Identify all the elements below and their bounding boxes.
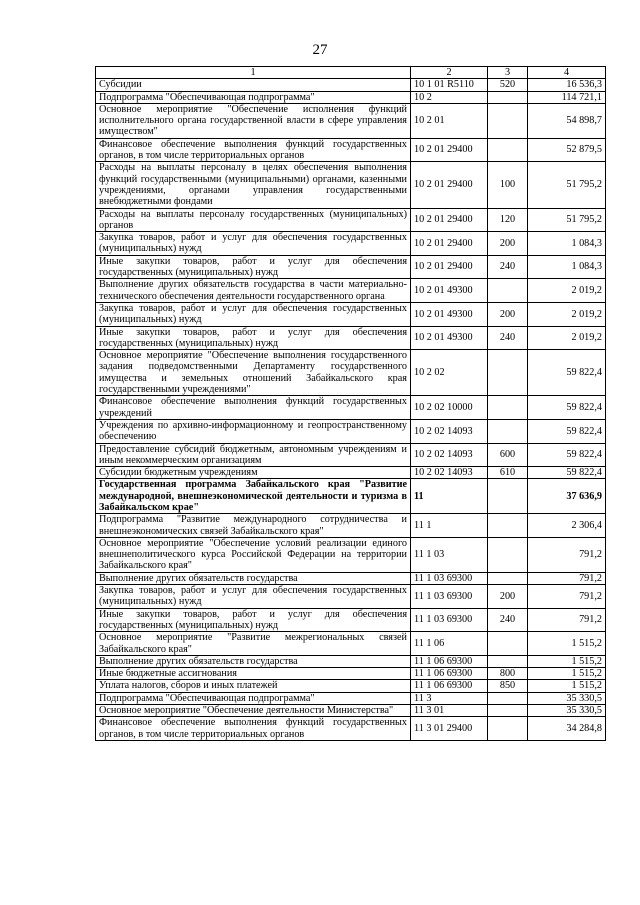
table-row xyxy=(96,162,606,208)
row-code-cell: 11 1 06 69300 xyxy=(411,680,488,692)
table-row xyxy=(96,443,606,467)
row-amount-cell: 52 879,5 xyxy=(528,138,606,162)
row-expense-type-cell xyxy=(488,705,528,717)
row-amount-cell: 34 284,8 xyxy=(528,717,606,741)
row-expense-type-cell xyxy=(488,138,528,162)
row-amount-cell: 35 330,5 xyxy=(528,705,606,717)
row-expense-type-cell: 600 xyxy=(488,443,528,467)
row-name-cell: Финансовое обеспечение выполнения функций государственных органов, в том числе территориальных органов xyxy=(96,717,411,741)
row-expense-type-cell: 240 xyxy=(488,255,528,279)
row-code-cell: 10 2 01 29400 xyxy=(411,138,488,162)
row-name-cell: Расходы на выплаты персоналу в целях обеспечения выполнения функций государственными (муниципальными) органами, казенными учреждениями, органами управления государственными внебюджетными фондами xyxy=(96,162,411,208)
row-amount-cell: 2 019,2 xyxy=(528,326,606,350)
row-amount-cell: 35 330,5 xyxy=(528,692,606,704)
row-expense-type-cell xyxy=(488,717,528,741)
table-row xyxy=(96,655,606,667)
row-code-cell: 11 1 03 69300 xyxy=(411,608,488,632)
row-amount-cell: 59 822,4 xyxy=(528,396,606,420)
table-row xyxy=(96,326,606,350)
row-name-cell: Подпрограмма "Развитие международного сотрудничества и внешнеэкономических связей Забайкальского края" xyxy=(96,514,411,538)
row-name-cell: Иные закупки товаров, работ и услуг для обеспечения государственных (муниципальных) нужд xyxy=(96,608,411,632)
row-code-cell: 11 3 01 29400 xyxy=(411,717,488,741)
row-amount-cell: 59 822,4 xyxy=(528,350,606,396)
row-expense-type-cell xyxy=(488,632,528,656)
row-amount-cell: 2 019,2 xyxy=(528,302,606,326)
table-row xyxy=(96,79,606,91)
column-header-name: 1 xyxy=(96,67,411,79)
table-row xyxy=(96,419,606,443)
row-name-cell: Основное мероприятие "Обеспечение деятельности Министерства" xyxy=(96,705,411,717)
row-amount-cell: 59 822,4 xyxy=(528,419,606,443)
column-header-amount: 4 xyxy=(528,67,606,79)
row-name-cell: Субсидии бюджетным учреждениям xyxy=(96,467,411,479)
row-code-cell: 10 2 xyxy=(411,91,488,103)
row-expense-type-cell: 100 xyxy=(488,162,528,208)
row-amount-cell: 51 795,2 xyxy=(528,162,606,208)
row-name-cell: Подпрограмма "Обеспечивающая подпрограмма" xyxy=(96,91,411,103)
row-name-cell: Иные закупки товаров, работ и услуг для обеспечения государственных (муниципальных) нужд xyxy=(96,326,411,350)
row-code-cell: 10 2 02 14093 xyxy=(411,419,488,443)
row-code-cell: 10 2 01 29400 xyxy=(411,232,488,256)
row-expense-type-cell: 200 xyxy=(488,302,528,326)
row-expense-type-cell xyxy=(488,103,528,138)
table-body xyxy=(96,79,606,741)
row-expense-type-cell: 850 xyxy=(488,680,528,692)
table-row xyxy=(96,608,606,632)
row-amount-cell: 1 515,2 xyxy=(528,680,606,692)
row-code-cell: 11 1 03 xyxy=(411,537,488,572)
row-expense-type-cell xyxy=(488,350,528,396)
table-row xyxy=(96,232,606,256)
row-code-cell: 11 1 06 69300 xyxy=(411,655,488,667)
row-expense-type-cell: 610 xyxy=(488,467,528,479)
table-row xyxy=(96,514,606,538)
row-name-cell: Расходы на выплаты персоналу государственных (муниципальных) органов xyxy=(96,208,411,232)
row-amount-cell: 1 084,3 xyxy=(528,232,606,256)
table-row xyxy=(96,572,606,584)
row-amount-cell: 1 084,3 xyxy=(528,255,606,279)
table-row xyxy=(96,717,606,741)
row-amount-cell: 791,2 xyxy=(528,608,606,632)
row-code-cell: 11 3 01 xyxy=(411,705,488,717)
table-row xyxy=(96,479,606,514)
table-row xyxy=(96,91,606,103)
row-expense-type-cell xyxy=(488,655,528,667)
row-code-cell: 10 2 02 14093 xyxy=(411,443,488,467)
row-name-cell: Иные закупки товаров, работ и услуг для обеспечения государственных (муниципальных) нужд xyxy=(96,255,411,279)
column-header-code: 2 xyxy=(411,67,488,79)
row-amount-cell: 791,2 xyxy=(528,537,606,572)
row-code-cell: 10 1 01 R5110 xyxy=(411,79,488,91)
row-code-cell: 10 2 02 14093 xyxy=(411,467,488,479)
row-name-cell: Закупка товаров, работ и услуг для обеспечения государственных (муниципальных) нужд xyxy=(96,585,411,609)
row-expense-type-cell: 200 xyxy=(488,585,528,609)
row-amount-cell: 54 898,7 xyxy=(528,103,606,138)
row-code-cell: 10 2 01 49300 xyxy=(411,302,488,326)
row-amount-cell: 1 515,2 xyxy=(528,668,606,680)
row-expense-type-cell xyxy=(488,572,528,584)
row-name-cell: Учреждения по архивно-информационному и геопространственному обеспечению xyxy=(96,419,411,443)
row-amount-cell: 1 515,2 xyxy=(528,632,606,656)
table-row xyxy=(96,350,606,396)
row-name-cell: Основное мероприятие "Развитие межрегиональных связей Забайкальского края" xyxy=(96,632,411,656)
row-code-cell: 11 1 03 69300 xyxy=(411,572,488,584)
row-code-cell: 10 2 01 49300 xyxy=(411,279,488,303)
row-amount-cell: 114 721,1 xyxy=(528,91,606,103)
table-row xyxy=(96,632,606,656)
table-row xyxy=(96,302,606,326)
table-row xyxy=(96,138,606,162)
row-name-cell: Подпрограмма "Обеспечивающая подпрограмма" xyxy=(96,692,411,704)
row-name-cell: Основное мероприятие "Обеспечение условий реализации единого внешнеполитического курса Российской Федерации на территории Забайкальского края" xyxy=(96,537,411,572)
row-name-cell: Субсидии xyxy=(96,79,411,91)
row-code-cell: 10 2 01 xyxy=(411,103,488,138)
row-amount-cell: 791,2 xyxy=(528,572,606,584)
row-expense-type-cell: 240 xyxy=(488,608,528,632)
row-code-cell: 11 1 06 69300 xyxy=(411,668,488,680)
row-name-cell: Основное мероприятие "Обеспечение исполнения функций исполнительного органа государственной власти в сфере управления имуществом" xyxy=(96,103,411,138)
row-name-cell: Государственная программа Забайкальского края "Развитие международной, внешнеэкономической деятельности и туризма в Забайкальском крае" xyxy=(96,479,411,514)
row-name-cell: Закупка товаров, работ и услуг для обеспечения государственных (муниципальных) нужд xyxy=(96,232,411,256)
row-code-cell: 11 xyxy=(411,479,488,514)
row-name-cell: Финансовое обеспечение выполнения функций государственных органов, в том числе территориальных органов xyxy=(96,138,411,162)
table-row xyxy=(96,467,606,479)
table-row xyxy=(96,208,606,232)
row-code-cell: 11 3 xyxy=(411,692,488,704)
row-code-cell: 10 2 02 10000 xyxy=(411,396,488,420)
row-name-cell: Предоставление субсидий бюджетным, автономным учреждениям и иным некоммерческим организациям xyxy=(96,443,411,467)
row-expense-type-cell: 240 xyxy=(488,326,528,350)
row-expense-type-cell xyxy=(488,692,528,704)
row-name-cell: Основное мероприятие "Обеспечение выполнения государственного задания подведомственными Департаменту государственного имущества и земельных отношений Забайкальского края государственными учреждениями" xyxy=(96,350,411,396)
table-row xyxy=(96,585,606,609)
row-name-cell: Финансовое обеспечение выполнения функций государственных учреждений xyxy=(96,396,411,420)
row-expense-type-cell: 800 xyxy=(488,668,528,680)
table-row xyxy=(96,103,606,138)
row-expense-type-cell xyxy=(488,279,528,303)
row-code-cell: 11 1 xyxy=(411,514,488,538)
row-amount-cell: 2 019,2 xyxy=(528,279,606,303)
row-amount-cell: 2 306,4 xyxy=(528,514,606,538)
row-expense-type-cell xyxy=(488,396,528,420)
row-name-cell: Закупка товаров, работ и услуг для обеспечения государственных (муниципальных) нужд xyxy=(96,302,411,326)
row-code-cell: 10 2 02 xyxy=(411,350,488,396)
budget-table xyxy=(95,66,606,741)
row-code-cell: 10 2 01 29400 xyxy=(411,255,488,279)
row-name-cell: Выполнение других обязательств государства xyxy=(96,572,411,584)
table-row xyxy=(96,279,606,303)
row-code-cell: 11 1 06 xyxy=(411,632,488,656)
row-code-cell: 10 2 01 29400 xyxy=(411,208,488,232)
table-row xyxy=(96,668,606,680)
table-row xyxy=(96,680,606,692)
row-name-cell: Выполнение других обязательств государства в части материально-технического обеспечения деятельности государственного органа xyxy=(96,279,411,303)
row-amount-cell: 59 822,4 xyxy=(528,443,606,467)
row-expense-type-cell xyxy=(488,91,528,103)
table-header-row xyxy=(96,67,606,79)
row-name-cell: Выполнение других обязательств государства xyxy=(96,655,411,667)
row-expense-type-cell xyxy=(488,419,528,443)
row-name-cell: Уплата налогов, сборов и иных платежей xyxy=(96,680,411,692)
table-row xyxy=(96,396,606,420)
row-code-cell: 10 2 01 29400 xyxy=(411,162,488,208)
row-amount-cell: 37 636,9 xyxy=(528,479,606,514)
row-amount-cell: 16 536,3 xyxy=(528,79,606,91)
row-amount-cell: 59 822,4 xyxy=(528,467,606,479)
row-amount-cell: 1 515,2 xyxy=(528,655,606,667)
row-amount-cell: 51 795,2 xyxy=(528,208,606,232)
table-row xyxy=(96,705,606,717)
row-code-cell: 11 1 03 69300 xyxy=(411,585,488,609)
row-expense-type-cell: 200 xyxy=(488,232,528,256)
row-expense-type-cell xyxy=(488,479,528,514)
row-expense-type-cell xyxy=(488,514,528,538)
row-name-cell: Иные бюджетные ассигнования xyxy=(96,668,411,680)
row-code-cell: 10 2 01 49300 xyxy=(411,326,488,350)
table-row xyxy=(96,255,606,279)
row-amount-cell: 791,2 xyxy=(528,585,606,609)
table-row xyxy=(96,692,606,704)
row-expense-type-cell: 120 xyxy=(488,208,528,232)
column-header-expense-type: 3 xyxy=(488,67,528,79)
row-expense-type-cell xyxy=(488,537,528,572)
page-number: 27 xyxy=(312,42,328,58)
row-expense-type-cell: 520 xyxy=(488,79,528,91)
table-row xyxy=(96,537,606,572)
